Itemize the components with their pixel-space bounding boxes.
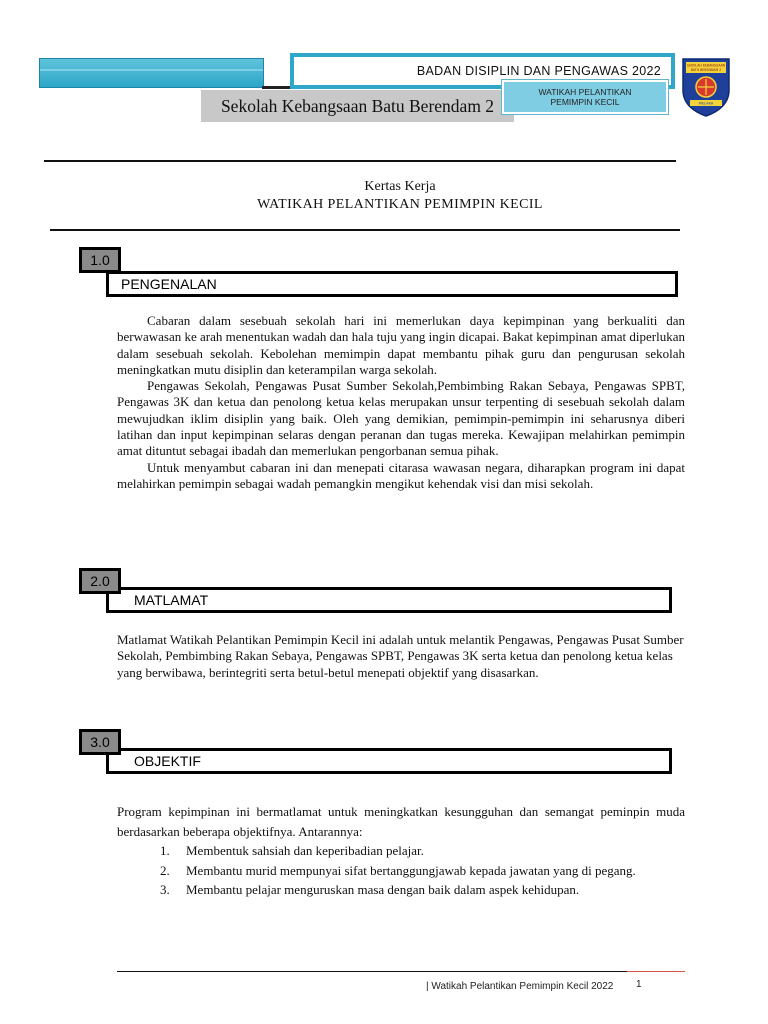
page-number: 1	[636, 979, 642, 990]
paragraph: Untuk menyambut cabaran ini dan menepati citarasa wawasan negara, diharapkan program ini dapat melahirkan pemimpin sebagai wadah pemangkin mengikut kehendak visi dan misi sekolah.	[117, 459, 685, 491]
section-body	[117, 802, 685, 841]
title-rule-bottom	[50, 229, 680, 231]
logo-text-top: SEKOLAH KEBANGSAAN	[686, 63, 726, 68]
school-name: Sekolah Kebangsaan Batu Berendam 2	[220, 95, 495, 116]
list-text: Membentuk sahsiah dan keperibadian pelajar.	[186, 843, 424, 858]
document-title	[50, 178, 750, 214]
header-accent-bar	[39, 58, 264, 88]
program-tag-line1: WATIKAH PELANTIKAN	[538, 87, 632, 97]
section-body	[117, 313, 685, 492]
list-number: 2.	[160, 862, 170, 878]
list-number: 1.	[160, 843, 170, 858]
list-item	[160, 861, 685, 881]
section-heading-text: PENGENALAN	[121, 276, 217, 292]
section-heading	[106, 748, 672, 774]
list-text: Membantu murid mempunyai sifat bertanggungjawab kepada jawatan yang di pegang.	[186, 862, 636, 878]
section-body	[117, 632, 685, 681]
section-number: 2.0	[79, 568, 121, 594]
footer-rule	[117, 971, 627, 972]
title-line1: Kertas Kerja	[364, 179, 436, 194]
section-heading-text: MATLAMAT	[134, 592, 209, 608]
svg-text:BATU BERENDAM 2: BATU BERENDAM 2	[690, 68, 722, 72]
list-item	[160, 841, 685, 861]
section-heading	[106, 271, 678, 297]
paragraph: Cabaran dalam sesebuah sekolah hari ini memerlukan daya kepimpinan yang berkualiti dan berwawasan ke arah menentukan wadah dan hala tuju yang ingin dicapai. Bakat kepimpinan amat diperlukan dalam sesebuah sekolah. Kebolehan memimpin dapat membantu pihak guru dan pengurusan sekolah meningkatkan mutu disiplin dan keterampilan warga sekolah.	[117, 313, 685, 377]
program-tag-line2: PEMIMPIN KECIL	[550, 97, 620, 107]
paragraph: Pengawas Sekolah, Pengawas Pusat Sumber Sekolah,Pembimbing Rakan Sebaya, Pengawas SPBT, Pengawas 3K dan ketua dan penolong ketua kelas merupakan unsur terpenting di sesebuah sekolah dalam mewujudkan iklim disiplin yang baik. Oleh yang demikian, pemimpin-pemimpin ini seharusnya diberi latihan dan input kepimpinan selaras dengan peranan dan tugas mereka. Kewajipan melahirkan pemimpin amat dituntut sebagai ibadah dan memerlukan pengorbanan semua pihak.	[117, 378, 685, 459]
section-heading	[106, 587, 672, 613]
section-heading-text: OBJEKTIF	[134, 753, 201, 769]
title-line2: WATIKAH PELANTIKAN PEMIMPIN KECIL	[257, 197, 543, 212]
school-name-box	[201, 90, 514, 122]
logo-text-bottom: MELAKA	[698, 101, 714, 106]
footer-title	[426, 981, 613, 992]
footer-separator: |	[426, 981, 432, 992]
list-number: 3.	[160, 882, 170, 897]
footer-rule-accent	[627, 971, 685, 972]
program-tag	[502, 80, 668, 114]
section-number: 1.0	[79, 247, 121, 273]
org-title: BADAN DISIPLIN DAN PENGAWAS 2022	[416, 64, 661, 78]
objective-list	[160, 841, 685, 900]
paragraph: Program kepimpinan ini bermatlamat untuk meningkatkan kesungguhan dan semangat peminpin muda berdasarkan beberapa objektifnya. Antarannya:	[117, 804, 685, 839]
list-text: Membantu pelajar menguruskan masa dengan baik dalam aspek kehidupan.	[186, 882, 580, 897]
paragraph: Matlamat Watikah Pelantikan Pemimpin Kecil ini adalah untuk melantik Pengawas, Pengawas Pusat Sumber Sekolah, Pembimbing Rakan Sebaya, Pengawas SPBT, Pengawas 3K serta ketua dan penolong ketua kelas yang berwibawa, berintegriti serta betul-betul menepati objektif yang disasarkan.	[117, 632, 684, 680]
list-item	[160, 880, 685, 900]
school-crest-logo	[680, 56, 732, 118]
title-rule-top	[44, 160, 676, 162]
section-number: 3.0	[79, 729, 121, 755]
footer-text: Watikah Pelantikan Pemimpin Kecil 2022	[431, 981, 614, 992]
